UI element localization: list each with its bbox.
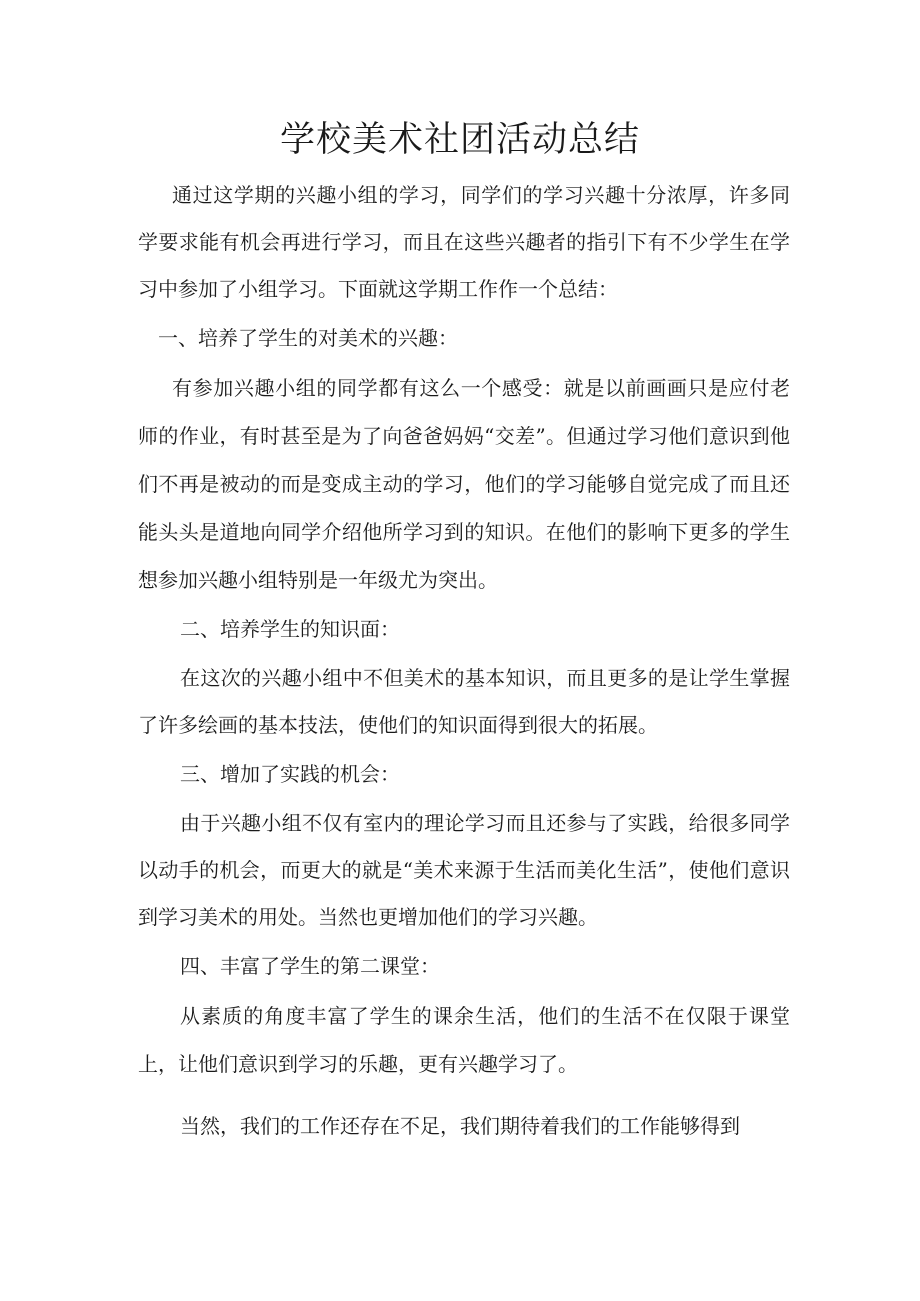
section-2-heading: 二、培养学生的知识面： — [180, 617, 400, 641]
section-4-heading: 四、丰富了学生的第二课堂： — [180, 954, 440, 978]
intro-paragraph: 通过这学期的兴趣小组的学习，同学们的学习兴趣十分浓厚，许多同学要求能有机会再进行学习，而且在这些兴趣者的指引下有不少学生在学习中参加了小组学习。下面就这学期工作作一个总结： — [138, 183, 790, 301]
page-title: 学校美术社团活动总结 — [279, 120, 640, 160]
section-3-body: 由于兴趣小组不仅有室内的理论学习而且还参与了实践，给很多同学以动手的机会，而更大的就是“美术来源于生活而美化生活”，使他们意识到学习美术的用处。当然也更增加他们的学习兴趣。 — [138, 811, 790, 929]
section-1-body: 有参加兴趣小组的同学都有这么一个感受：就是以前画画只是应付老师的作业，有时甚至是为了向爸爸妈妈“交差”。但通过学习他们意识到他们不再是被动的而是变成主动的学习，他们的学习能够自觉完成了而且还能头头是道地向同学介绍他所学习到的知识。在他们的影响下更多的学生想参加兴趣小组特别是一年级尤为突出。 — [138, 376, 790, 592]
section-1-heading: 一、培养了学生的对美术的兴趣： — [158, 326, 458, 350]
section-4-body: 从素质的角度丰富了学生的课余生活，他们的生活不在仅限于课堂上，让他们意识到学习的乐趣，更有兴趣学习了。 — [138, 1004, 790, 1076]
closing-paragraph: 当然，我们的工作还存在不足，我们期待着我们的工作能够得到 — [180, 1114, 740, 1138]
document-body — [138, 172, 790, 1150]
section-3-heading: 三、增加了实践的机会： — [180, 762, 400, 786]
section-2-body: 在这次的兴趣小组中不但美术的基本知识，而且更多的是让学生掌握了许多绘画的基本技法，使他们的知识面得到很大的拓展。 — [138, 666, 790, 737]
